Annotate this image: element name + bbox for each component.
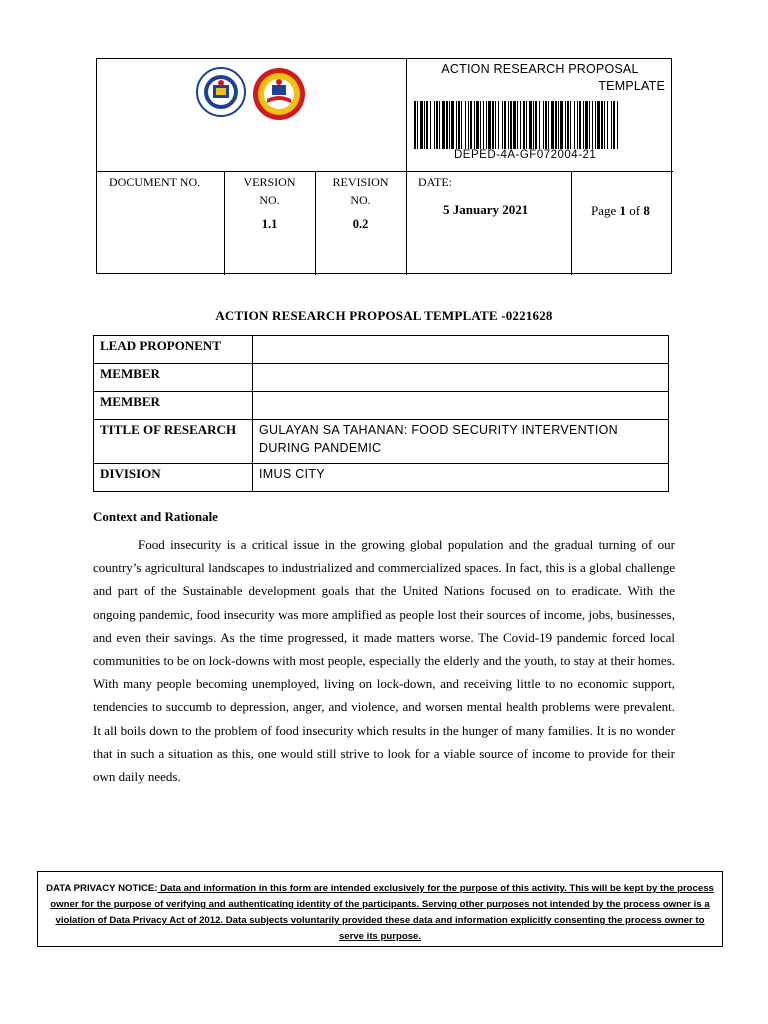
privacy-notice-label: DATA PRIVACY NOTICE: bbox=[46, 883, 158, 894]
revision-value: 0.2 bbox=[352, 217, 369, 231]
region-seal-logo bbox=[252, 67, 306, 126]
document-header bbox=[96, 58, 672, 274]
date-value: 5 January 2021 bbox=[443, 202, 529, 217]
data-privacy-notice bbox=[37, 871, 723, 947]
main-title: ACTION RESEARCH PROPOSAL TEMPLATE -0221628 bbox=[215, 308, 553, 323]
member-1-value bbox=[253, 364, 669, 392]
revision-label bbox=[315, 173, 406, 209]
lead-proponent-value bbox=[253, 336, 669, 364]
barcode bbox=[412, 101, 622, 154]
member-2-value bbox=[253, 392, 669, 420]
barcode-graphic bbox=[412, 101, 622, 149]
deped-seal-logo bbox=[196, 67, 246, 122]
page-total: 8 bbox=[643, 203, 650, 218]
member-2-label: MEMBER bbox=[94, 392, 253, 420]
revision-label-line2: NO. bbox=[350, 193, 371, 207]
page-of: of bbox=[626, 203, 644, 218]
barcode-text: DEPED-4A-GF072004-21 bbox=[454, 149, 597, 161]
document-no-label: DOCUMENT NO. bbox=[109, 175, 201, 189]
proponent-info-table bbox=[93, 335, 669, 492]
table-row bbox=[94, 392, 669, 420]
context-paragraph: Food insecurity is a critical issue in the growing global population and the gradual turning of our country’s agricultural landscapes to industrialized and commercialized spaces. In fact, this is a global challenge and part of the Sustainable development goals that the United Nations focused on to eradicate. With the ongoing pandemic, food insecurity was more amplified as people lost their sources of income, jobs, businesses, and even their savings. As the time progressed, it made matters worse. The Covid-19 pandemic forced local communities to be on lock-downs with most people, especially the elderly and the youth, to stay at their homes. With many people becoming unemployed, living on lock-down, and receiving little to no economic support, tendencies to succumb to depression, anger, and violence, and worsen mental health problems were prevalent. It all boils down to the problem of food insecurity which results in the hunger of many families. It is no wonder that in such a situation as this, one would still strive to look for a viable source of income to provide for their own daily needs. bbox=[93, 537, 675, 785]
table-row bbox=[94, 364, 669, 392]
version-label-line1: VERSION bbox=[243, 175, 296, 189]
table-row bbox=[94, 420, 669, 464]
section-heading: Context and Rationale bbox=[93, 509, 218, 524]
research-title-label: TITLE OF RESEARCH bbox=[94, 420, 253, 464]
version-label-line2: NO. bbox=[259, 193, 280, 207]
version-value: 1.1 bbox=[261, 217, 278, 231]
page-indicator bbox=[591, 203, 650, 219]
revision-label-line1: REVISION bbox=[332, 175, 389, 189]
template-title bbox=[407, 61, 673, 95]
page-current: 1 bbox=[619, 203, 627, 218]
date-label: DATE: bbox=[418, 175, 452, 189]
table-row bbox=[94, 336, 669, 364]
division-label: DIVISION bbox=[94, 464, 253, 492]
template-title-line2: TEMPLATE bbox=[598, 79, 665, 93]
division-value: IMUS CITY bbox=[253, 464, 669, 492]
lead-proponent-label: LEAD PROPONENT bbox=[94, 336, 253, 364]
version-label bbox=[224, 173, 315, 209]
table-row bbox=[94, 464, 669, 492]
research-title-value: GULAYAN SA TAHANAN: FOOD SECURITY INTERVENTION DURING PANDEMIC bbox=[253, 420, 669, 464]
template-title-line1: ACTION RESEARCH PROPOSAL bbox=[441, 62, 639, 76]
privacy-notice-text: Data and information in this form are intended exclusively for the purpose of this activity. This will be kept by the process owner for the purpose of verifying and authenticating identity of the participants. Serving other purposes not intended by the process owner is a violation of Data Privacy Act of 2012. Data subjects voluntarily provided these data and information explicitly consenting the process owner to serve its purpose. bbox=[50, 883, 714, 942]
page-prefix: Page bbox=[591, 203, 620, 218]
member-1-label: MEMBER bbox=[94, 364, 253, 392]
